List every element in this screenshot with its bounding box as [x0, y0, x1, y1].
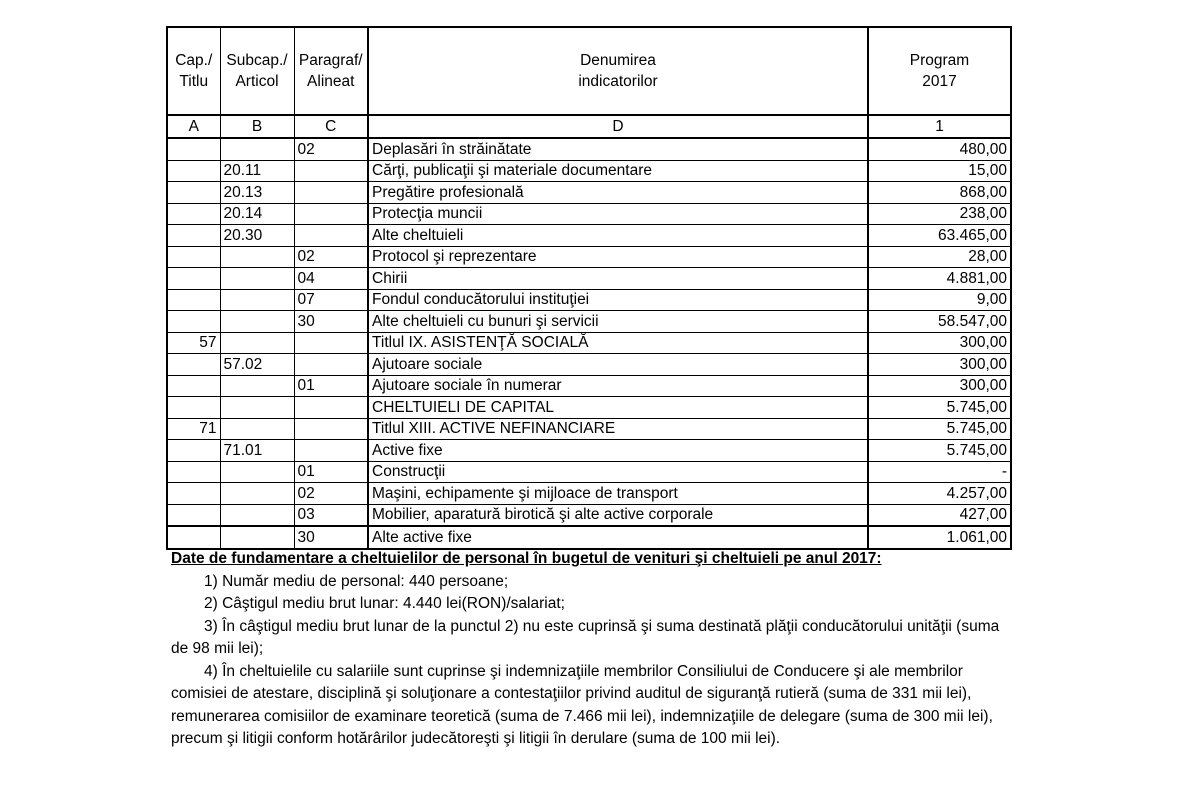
cell-subcap-articol: [220, 138, 294, 160]
header-cap-titlu: Cap./ Titlu: [167, 27, 220, 115]
cell-subcap-articol: [220, 246, 294, 268]
cell-denumirea: Maşini, echipamente şi mijloace de transport: [368, 483, 868, 505]
cell-paragraf-alineat: [294, 160, 368, 182]
cell-program-value: 238,00: [868, 203, 1011, 225]
header-subcap-articol: Subcap./ Articol: [220, 27, 294, 115]
cell-subcap-articol: [220, 289, 294, 311]
cell-cap-titlu: 71: [167, 418, 220, 440]
cell-denumirea: Protocol şi reprezentare: [368, 246, 868, 268]
cell-cap-titlu: [167, 311, 220, 333]
cell-denumirea: Titlul XIII. ACTIVE NEFINANCIARE: [368, 418, 868, 440]
header-paragraf-alineat: Paragraf/ Alineat: [294, 27, 368, 115]
cell-paragraf-alineat: 02: [294, 246, 368, 268]
cell-paragraf-alineat: 30: [294, 311, 368, 333]
cell-denumirea: Mobilier, aparatură birotică şi alte active corporale: [368, 504, 868, 526]
cell-denumirea: CHELTUIELI DE CAPITAL: [368, 397, 868, 419]
cell-cap-titlu: [167, 160, 220, 182]
cell-cap-titlu: [167, 397, 220, 419]
cell-paragraf-alineat: [294, 397, 368, 419]
cell-program-value: 4.881,00: [868, 268, 1011, 290]
cell-paragraf-alineat: 02: [294, 138, 368, 160]
cell-subcap-articol: [220, 375, 294, 397]
table-row: [167, 418, 1011, 440]
cell-program-value: 427,00: [868, 504, 1011, 526]
cell-denumirea: Alte cheltuieli: [368, 225, 868, 247]
table-row: [167, 461, 1011, 483]
cell-paragraf-alineat: [294, 354, 368, 376]
cell-paragraf-alineat: [294, 203, 368, 225]
budget-table: [166, 26, 1012, 550]
letter-d: D: [368, 115, 868, 138]
cell-paragraf-alineat: [294, 418, 368, 440]
cell-program-value: 300,00: [868, 354, 1011, 376]
cell-program-value: 63.465,00: [868, 225, 1011, 247]
cell-subcap-articol: 20.30: [220, 225, 294, 247]
cell-subcap-articol: 20.14: [220, 203, 294, 225]
cell-cap-titlu: [167, 375, 220, 397]
table-row: [167, 203, 1011, 225]
cell-cap-titlu: [167, 203, 220, 225]
cell-subcap-articol: [220, 268, 294, 290]
cell-subcap-articol: 57.02: [220, 354, 294, 376]
column-letters-row: [167, 115, 1011, 138]
cell-denumirea: Construcţii: [368, 461, 868, 483]
table-row: [167, 375, 1011, 397]
table-row: [167, 182, 1011, 204]
cell-paragraf-alineat: 01: [294, 375, 368, 397]
table-row: [167, 160, 1011, 182]
cell-subcap-articol: [220, 397, 294, 419]
cell-paragraf-alineat: 03: [294, 504, 368, 526]
cell-paragraf-alineat: [294, 225, 368, 247]
cell-program-value: 5.745,00: [868, 418, 1011, 440]
cell-subcap-articol: [220, 504, 294, 526]
table-row: [167, 289, 1011, 311]
cell-paragraf-alineat: [294, 182, 368, 204]
cell-denumirea: Pregătire profesională: [368, 182, 868, 204]
cell-denumirea: Protecţia muncii: [368, 203, 868, 225]
cell-subcap-articol: [220, 461, 294, 483]
cell-cap-titlu: [167, 289, 220, 311]
cell-denumirea: Chirii: [368, 268, 868, 290]
table-row: [167, 526, 1011, 549]
cell-denumirea: Cărţi, publicaţii şi materiale documentare: [368, 160, 868, 182]
cell-subcap-articol: 71.01: [220, 440, 294, 462]
cell-program-value: 1.061,00: [868, 526, 1011, 549]
cell-denumirea: Titlul IX. ASISTENŢĂ SOCIALĂ: [368, 332, 868, 354]
cell-program-value: 9,00: [868, 289, 1011, 311]
letter-a: A: [167, 115, 220, 138]
cell-subcap-articol: [220, 483, 294, 505]
letter-b: B: [220, 115, 294, 138]
cell-program-value: 480,00: [868, 138, 1011, 160]
cell-program-value: 15,00: [868, 160, 1011, 182]
cell-subcap-articol: [220, 332, 294, 354]
cell-subcap-articol: 20.13: [220, 182, 294, 204]
cell-program-value: 5.745,00: [868, 440, 1011, 462]
table-row: [167, 311, 1011, 333]
cell-paragraf-alineat: 04: [294, 268, 368, 290]
cell-cap-titlu: [167, 138, 220, 160]
cell-paragraf-alineat: 02: [294, 483, 368, 505]
note-item: 2) Câştigul mediu brut lunar: 4.440 lei(RON)/salariat;: [204, 595, 565, 612]
cell-subcap-articol: [220, 418, 294, 440]
cell-paragraf-alineat: [294, 440, 368, 462]
cell-paragraf-alineat: 01: [294, 461, 368, 483]
cell-program-value: 28,00: [868, 246, 1011, 268]
header-denumirea: Denumirea indicatorilor: [368, 27, 868, 115]
note-item: 1) Număr mediu de personal: 440 persoane;: [204, 572, 509, 590]
cell-paragraf-alineat: 07: [294, 289, 368, 311]
cell-program-value: 868,00: [868, 182, 1011, 204]
cell-cap-titlu: [167, 483, 220, 505]
table-row: [167, 397, 1011, 419]
table-row: [167, 504, 1011, 526]
notes-section: [171, 548, 1011, 751]
cell-program-value: -: [868, 461, 1011, 483]
cell-subcap-articol: [220, 311, 294, 333]
cell-cap-titlu: [167, 526, 220, 549]
cell-cap-titlu: [167, 246, 220, 268]
cell-denumirea: Ajutoare sociale în numerar: [368, 375, 868, 397]
cell-denumirea: Alte cheltuieli cu bunuri şi servicii: [368, 311, 868, 333]
notes-title: Date de fundamentare a cheltuielilor de personal în bugetul de venituri şi cheltuieli pe anul 2017:: [171, 550, 882, 567]
cell-subcap-articol: 20.11: [220, 160, 294, 182]
cell-cap-titlu: [167, 225, 220, 247]
note-item: 4) În cheltuielile cu salariile sunt cuprinse şi indemnizaţiile membrilor Consiliului de Conducere şi ale membrilor comisiei de atestare, disciplină şi soluţionare a contestaţiilor privind auditul de siguranţă rutieră (suma de 331 mii lei), remunerarea comisiilor de examinare teoretică (suma de 7.466 mii lei), indemnizaţiile de delegare (suma de 300 mii lei), precum şi litigii conform hotărârilor judecătoreşti şi litigii în derulare (suma de 100 mii lei).: [171, 662, 993, 747]
table-row: [167, 332, 1011, 354]
cell-cap-titlu: [167, 354, 220, 376]
cell-denumirea: Deplasări în străinătate: [368, 138, 868, 160]
table-row: [167, 138, 1011, 160]
cell-cap-titlu: [167, 461, 220, 483]
cell-program-value: 5.745,00: [868, 397, 1011, 419]
cell-cap-titlu: [167, 440, 220, 462]
header-program: Program 2017: [868, 27, 1011, 115]
cell-denumirea: Alte active fixe: [368, 526, 868, 549]
cell-program-value: 300,00: [868, 332, 1011, 354]
cell-denumirea: Active fixe: [368, 440, 868, 462]
cell-program-value: 4.257,00: [868, 483, 1011, 505]
cell-paragraf-alineat: [294, 332, 368, 354]
letter-c: C: [294, 115, 368, 138]
table-row: [167, 225, 1011, 247]
cell-denumirea: Ajutoare sociale: [368, 354, 868, 376]
cell-cap-titlu: 57: [167, 332, 220, 354]
letter-1: 1: [868, 115, 1011, 138]
cell-paragraf-alineat: 30: [294, 526, 368, 549]
cell-program-value: 300,00: [868, 375, 1011, 397]
cell-cap-titlu: [167, 182, 220, 204]
table-row: [167, 483, 1011, 505]
table-row: [167, 354, 1011, 376]
table-row: [167, 246, 1011, 268]
cell-program-value: 58.547,00: [868, 311, 1011, 333]
cell-subcap-articol: [220, 526, 294, 549]
table-row: [167, 440, 1011, 462]
table-row: [167, 268, 1011, 290]
note-item: 3) În câştigul mediu brut lunar de la punctul 2) nu este cuprinsă şi suma destinată plăţii conducătorului unităţii (suma de 98 mii lei);: [171, 617, 1000, 657]
table-header-row: [167, 27, 1011, 115]
cell-denumirea: Fondul conducătorului instituţiei: [368, 289, 868, 311]
cell-cap-titlu: [167, 268, 220, 290]
cell-cap-titlu: [167, 504, 220, 526]
